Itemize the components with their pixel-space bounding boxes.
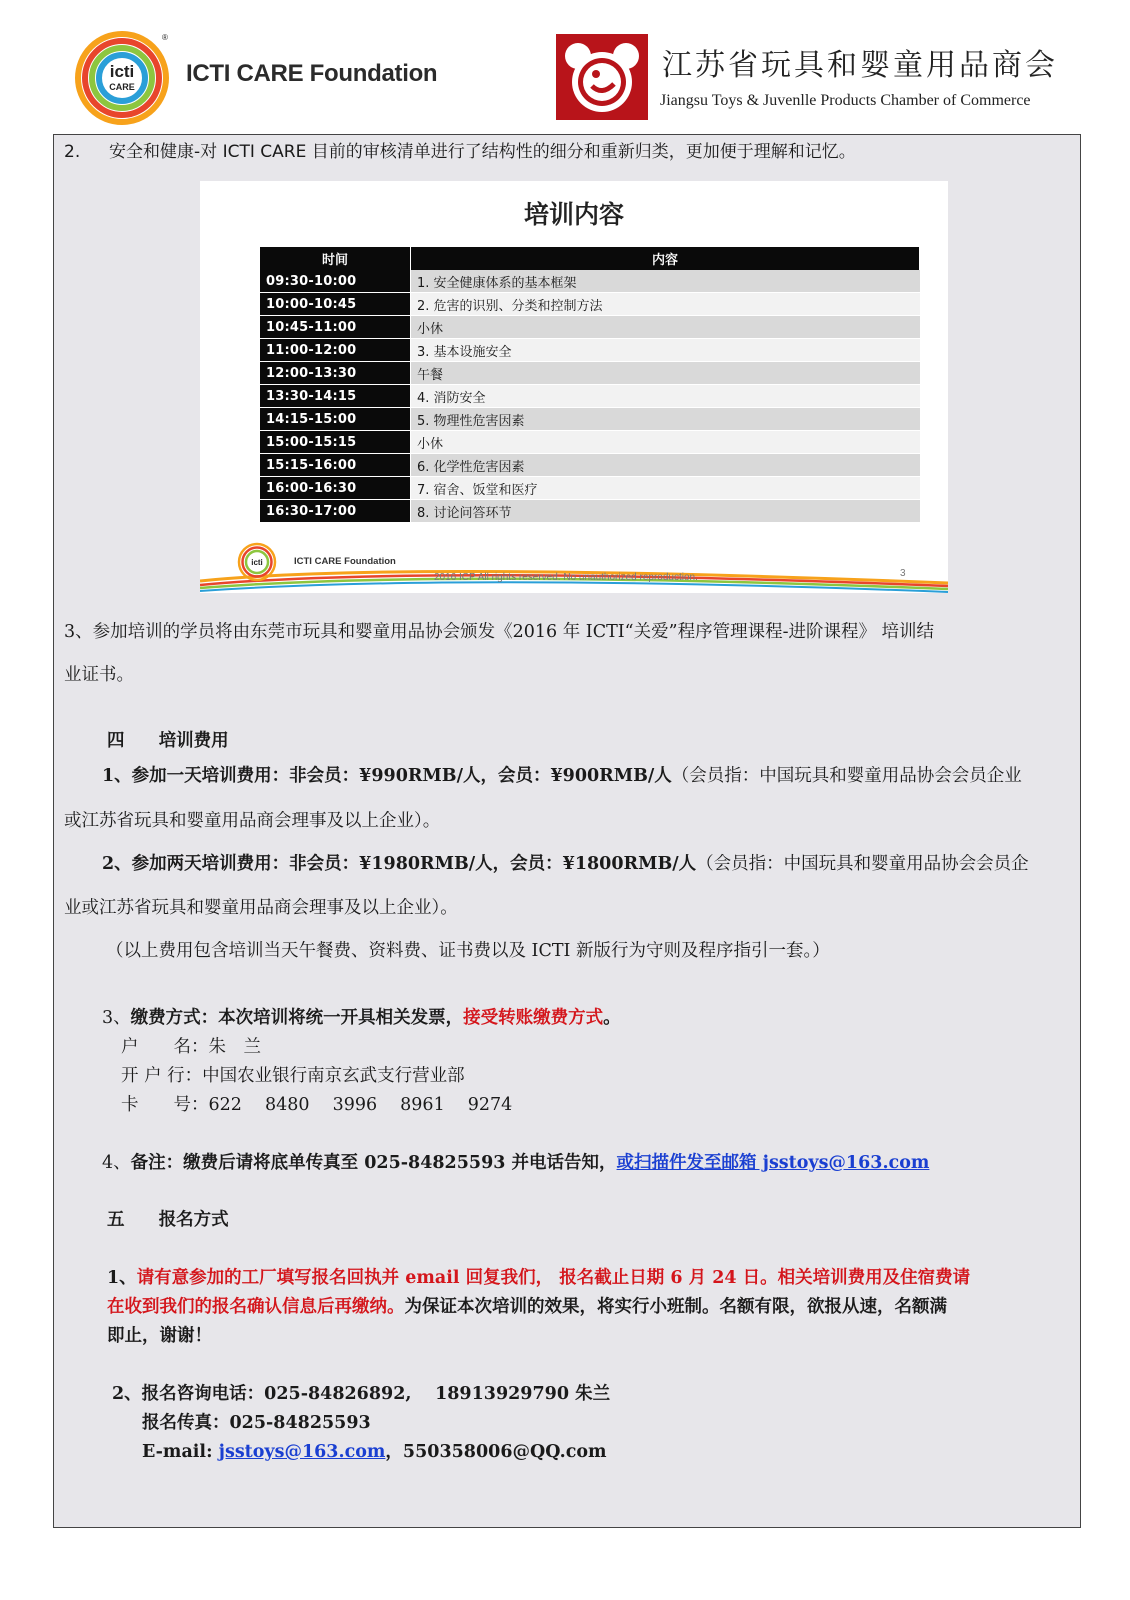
svg-text:icti: icti (251, 558, 263, 567)
page-header (0, 0, 1130, 134)
fee-one-day-price: 1、参加一天培训费用：非会员：¥990RMB/人，会员：¥900RMB/人 (102, 766, 672, 786)
time-cell: 13:30-14:15 (260, 385, 411, 408)
registration-fax: 报名传真：025-84825593 (142, 1413, 371, 1433)
fee-one-day-note-cont: 或江苏省玩具和婴童用品商会理事及以上企业）。 (64, 811, 441, 831)
registration-item-1-line-2 (107, 1299, 947, 1317)
registration-deadline-text: 请有意参加的工厂填写报名回执并 email 回复我们， 报名截止日期 6 月 24 日。相关培训费用及住宿费请 (136, 1268, 971, 1288)
email-label: E-mail: (142, 1442, 219, 1462)
card-row (121, 1097, 512, 1115)
svg-text:CARE: CARE (109, 82, 135, 92)
bank-row (121, 1068, 465, 1086)
content-cell: 小休 (411, 431, 920, 454)
slide-footer-org: ICTI CARE Foundation (294, 556, 396, 567)
fee-one-day-note: （会员指：中国玩具和婴童用品协会会员企业 (671, 766, 1022, 786)
time-cell: 14:15-15:00 (260, 408, 411, 431)
content-cell: 7. 宿舍、饭堂和医疗 (411, 477, 920, 500)
time-cell: 11:00-12:00 (260, 339, 411, 362)
jiangsu-chamber-logo (556, 34, 648, 120)
slide-title: 培训内容 (523, 200, 624, 229)
item-3-line-1: 3、参加培训的学员将由东莞市玩具和婴童用品协会颁发《2016 年 ICTI“关爱”程序管理课程-进阶课程》 培训结 (64, 622, 935, 642)
content-cell: 5. 物理性危害因素 (411, 408, 920, 431)
chamber-english-name: Jiangsu Toys & Juvenlle Products Chamber of Commerce (660, 92, 1031, 109)
section-5-title: 报名方式 (158, 1210, 229, 1230)
payment-method (102, 1010, 621, 1028)
time-cell: 15:00-15:15 (260, 431, 411, 454)
chamber-chinese-name: 江苏省玩具和婴童用品商会 (662, 48, 1058, 83)
content-panel (53, 134, 1081, 1528)
registration-payment-text: 在收到我们的报名确认信息后再缴纳。 (107, 1297, 405, 1317)
table-row (260, 293, 920, 316)
account-name-label: 户 名： (121, 1037, 209, 1057)
table-row (260, 500, 920, 523)
content-cell: 午餐 (411, 362, 920, 385)
content-cell: 2. 危害的识别、分类和控制方法 (411, 293, 920, 316)
section-5-number: 五 (107, 1210, 125, 1230)
email-other: ，550358006@QQ.com (385, 1442, 607, 1462)
training-content-slide (200, 181, 948, 593)
slide-icti-logo (236, 542, 278, 582)
table-row (260, 339, 920, 362)
time-cell: 09:30-10:00 (260, 270, 411, 293)
section-4-number: 四 (107, 731, 125, 751)
item-2-number: 2. (64, 142, 81, 162)
table-row (260, 477, 920, 500)
slide-page-number: 3 (900, 568, 906, 579)
registration-phone: 2、报名咨询电话：025-84826892, 18913929790 朱兰 (112, 1384, 611, 1404)
fee-two-day-price: 2、参加两天培训费用：非会员：¥1980RMB/人，会员：¥1800RMB/人 (102, 854, 697, 874)
item-3-line-2: 业证书。 (64, 665, 134, 685)
account-name-value: 朱 兰 (208, 1037, 261, 1057)
section-4-heading (107, 733, 229, 751)
content-cell: 8. 讨论问答环节 (411, 500, 920, 523)
payment-transfer-note: 接受转账缴费方式 (463, 1008, 604, 1028)
email-link[interactable]: jsstoys@163.com (218, 1442, 386, 1462)
payment-email-link[interactable]: 或扫描件发至邮箱 jsstoys@163.com (616, 1153, 930, 1173)
time-cell: 16:30-17:00 (260, 500, 411, 523)
section-5-heading (107, 1212, 229, 1230)
registration-item-1-line-1 (107, 1270, 970, 1288)
payment-text: 缴费方式：本次培训将统一开具相关发票， (130, 1008, 464, 1028)
icti-care-logo (70, 26, 180, 126)
fee-includes: （以上费用包含培训当天午餐费、资料费、证书费以及 ICTI 新版行为守则及程序指引一套。） (106, 941, 830, 961)
content-cell: 3. 基本设施安全 (411, 339, 920, 362)
table-row (260, 431, 920, 454)
registration-email (142, 1444, 607, 1462)
fee-one-day (102, 768, 1022, 786)
payment-end: 。 (603, 1008, 621, 1028)
card-label: 卡 号： (121, 1095, 209, 1115)
fee-two-day (102, 856, 1029, 874)
svg-text:®: ® (162, 33, 168, 42)
bank-label: 开 户 行： (121, 1066, 203, 1086)
registration-class-size-text: 为保证本次培训的效果，将实行小班制。名额有限，欲报从速，名额满 (404, 1297, 947, 1317)
svg-text:icti: icti (109, 62, 135, 81)
payment-note-text: 备注：缴费后请将底单传真至 025-84825593 并电话告知， (130, 1153, 617, 1173)
time-cell: 16:00-16:30 (260, 477, 411, 500)
content-cell: 1. 安全健康体系的基本框架 (411, 270, 920, 293)
table-row (260, 408, 920, 431)
payment-prefix: 3、 (102, 1008, 131, 1028)
table-row (260, 454, 920, 477)
item-2-text: 安全和健康-对 ICTI CARE 目前的审核清单进行了结构性的细分和重新归类，更加便于理解和记忆。 (109, 142, 856, 162)
content-cell: 4. 消防安全 (411, 385, 920, 408)
card-value: 622 8480 3996 8961 9274 (208, 1095, 513, 1115)
time-cell: 10:00-10:45 (260, 293, 411, 316)
time-cell: 10:45-11:00 (260, 316, 411, 339)
icti-foundation-name: ICTI CARE Foundation (186, 60, 438, 87)
time-cell: 12:00-13:30 (260, 362, 411, 385)
bank-value: 中国农业银行南京玄武支行营业部 (202, 1066, 465, 1086)
content-cell: 6. 化学性危害因素 (411, 454, 920, 477)
slide-footer-copyright: 2016 ICP All rights reserved. No unauthorized reproduction. (434, 572, 698, 583)
table-row (260, 362, 920, 385)
fee-two-day-note-cont: 业或江苏省玩具和婴童用品商会理事及以上企业）。 (64, 898, 458, 918)
time-cell: 15:15-16:00 (260, 454, 411, 477)
fee-two-day-note: （会员指：中国玩具和婴童用品协会会员企 (696, 854, 1029, 874)
column-header-time: 时间 (260, 247, 411, 270)
content-cell: 小休 (411, 316, 920, 339)
payment-note-prefix: 4、 (102, 1153, 131, 1173)
table-row (260, 270, 920, 293)
registration-item-1-line-3: 即止，谢谢！ (107, 1326, 212, 1346)
schedule-table (260, 247, 920, 523)
payment-note (102, 1155, 929, 1173)
registration-item-1-prefix: 1、 (107, 1268, 137, 1288)
section-4-title: 培训费用 (158, 731, 229, 751)
item-2 (64, 144, 856, 161)
table-row (260, 385, 920, 408)
account-name-row (121, 1039, 261, 1057)
column-header-content: 内容 (411, 247, 920, 270)
table-row (260, 316, 920, 339)
